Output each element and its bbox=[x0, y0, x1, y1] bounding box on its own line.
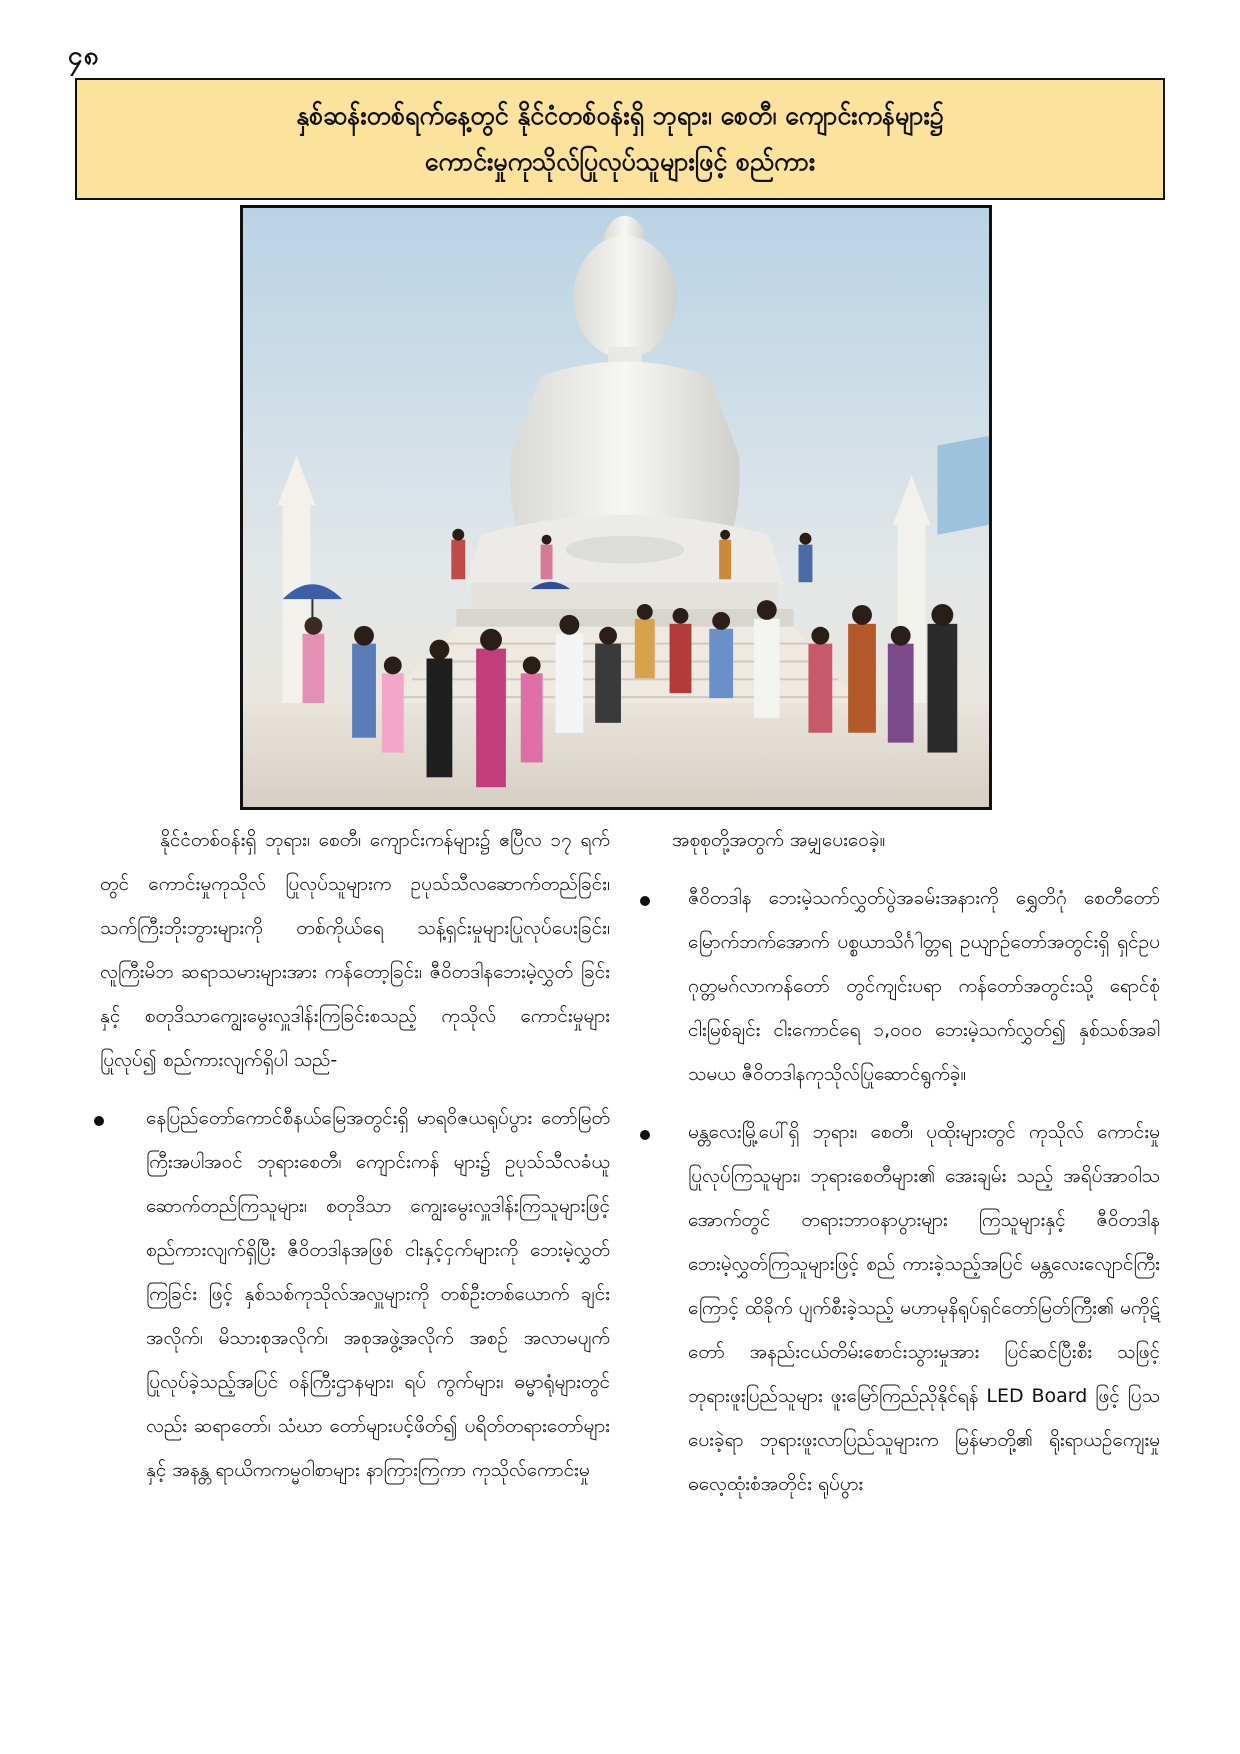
bullet-icon bbox=[640, 896, 650, 906]
bullet-icon bbox=[94, 1116, 104, 1126]
continuation-paragraph: အစုစုတို့အတွက် အမျှပေးဝေခဲ့။ bbox=[672, 829, 886, 851]
list-item bbox=[94, 1096, 610, 1492]
headline-line-1: နှစ်ဆန်းတစ်ရက်နေ့တွင် နိုင်ငံတစ်ဝန်းရှိ ဘုရား၊ စေတီ၊ ကျောင်းကန်များ၌ bbox=[296, 101, 944, 130]
list-item bbox=[640, 876, 1160, 1096]
left-column bbox=[100, 818, 610, 1492]
intro-paragraph: နိုင်ငံတစ်ဝန်းရှိ ဘုရား၊ စေတီ၊ ကျောင်းကန်များ၌ ဧပြီလ ၁၇ ရက်တွင် ကောင်းမှုကုသိုလ် ပြုလုပ်သူများက ဥပုသ်သီလဆောက်တည်ခြင်း၊ သက်ကြီးဘိုးဘွားများကို တစ်ကိုယ်ရေ သန့်ရှင်းမှုများပြုလုပ်ပေးခြင်း၊ လူကြီးမိဘ ဆရာသမားများအား ကန်တော့ခြင်း၊ ဇီဝိတဒါနဘေးမဲ့လွှတ် ခြင်းနှင့် စတုဒိသာကျွေးမွေးလှူဒါန်းကြခြင်းစသည့် ကုသိုလ် ကောင်းမှုများပြုလုပ်၍ စည်ကားလျက်ရှိပါ သည်- bbox=[100, 829, 610, 1071]
bullet-text-shwedagon: ဇီဝိတဒါန ဘေးမဲ့သက်လွှတ်ပွဲအခမ်းအနားကို ရွှေတိဂုံ စေတီတော် မြောက်ဘက်အောက် ပစ္စယာသိင်္ဂါတ္တရ ဥယျာဉ်တော်အတွင်းရှိ ရှင်ဥပဂုတ္တမဂ်လာကန်တော် တွင်ကျင်းပရာ ကန်တော်အတွင်းသို့ ရောင်စုံငါးမြစ်ချင်း ငါးကောင်ရေ ၁,၀၀၀ ဘေးမဲ့သက်လွှတ်၍ နှစ်သစ်အခါ သမယ ဇီဝိတဒါနကုသိုလ်ပြုဆောင်ရွက်ခဲ့။ bbox=[688, 887, 1160, 1085]
buddha-statue-photo bbox=[240, 205, 992, 810]
bullet-text-mandalay: မန္တလေးမြို့ပေါ်ရှိ ဘုရား၊ စေတီ၊ ပုထိုးများတွင် ကုသိုလ် ကောင်းမှုပြုလုပ်ကြသူများ၊ ဘုရားစေတီများ၏ အေးချမ်း သည့် အရိပ်အာဝါသအောက်တွင် တရားဘာဝနာပွားများ ကြသူများနှင့် ဇီဝိတဒါနဘေးမဲ့လွှတ်ကြသူများဖြင့် စည် ကားခဲ့သည့်အပြင် မန္တလေးလျောင်ကြီးကြောင့် ထိခိုက် ပျက်စီးခဲ့သည့် မဟာမုနိရုပ်ရှင်တော်မြတ်ကြီး၏ မကိုဋ် တော် အနည်းငယ်တိမ်းစောင်းသွားမှုအား ပြင်ဆင်ပြီးစီး သဖြင့် ဘုရားဖူးပြည်သူများ ဖူးမြော်ကြည်ညိုနိုင်ရန် LED Board ဖြင့် ပြသပေးခဲ့ရာ ဘုရားဖူးလာပြည်သူများက မြန်မာတို့၏ ရိုးရာယဉ်ကျေးမှုဓလေ့ထုံးစံအတိုင်း ရုပ်ပွား bbox=[688, 1121, 1160, 1495]
bullet-text-naypyitaw: နေပြည်တော်ကောင်စီနယ်မြေအတွင်းရှိ မာရဝိဇယရုပ်ပွား တော်မြတ်ကြီးအပါအဝင် ဘုရားစေတီ၊ ကျောင်းကန် များ၌ ဥပုသ်သီလခံယူဆောက်တည်ကြသူများ၊ စတုဒိသာ ကျွေးမွေးလှူဒါန်းကြသူများဖြင့် စည်ကားလျက်ရှိပြီး ဇီဝိတဒါနအဖြစ် ငါးနှင့်ငှက်များကို ဘေးမဲ့လွှတ်ကြခြင်း ဖြင့် နှစ်သစ်ကုသိုလ်အလှူများကို တစ်ဦးတစ်ယောက် ချင်းအလိုက်၊ မိသားစုအလိုက်၊ အစုအဖွဲ့အလိုက် အစဉ် အလာမပျက်ပြုလုပ်ခဲ့သည့်အပြင် ဝန်ကြီးဌာနများ၊ ရပ် ကွက်များ၊ ဓမ္မာရုံများတွင်လည်း ဆရာတော်၊ သံဃာ တော်များပင့်ဖိတ်၍ ပရိတ်တရားတော်များနှင့် အနန္တ ရာယိကကမ္မဝါစာများ နာကြားကြကာ ကုသိုလ်ကောင်းမှု bbox=[146, 1107, 610, 1481]
list-item bbox=[640, 1110, 1160, 1506]
bullet-icon bbox=[640, 1130, 650, 1140]
right-column bbox=[640, 818, 1160, 1506]
headline-line-2: ကောင်းမှုကုသိုလ်ပြုလုပ်သူများဖြင့် စည်ကား bbox=[424, 147, 816, 176]
headline-box bbox=[75, 78, 1165, 200]
page-number: ၄၈ bbox=[68, 41, 100, 71]
